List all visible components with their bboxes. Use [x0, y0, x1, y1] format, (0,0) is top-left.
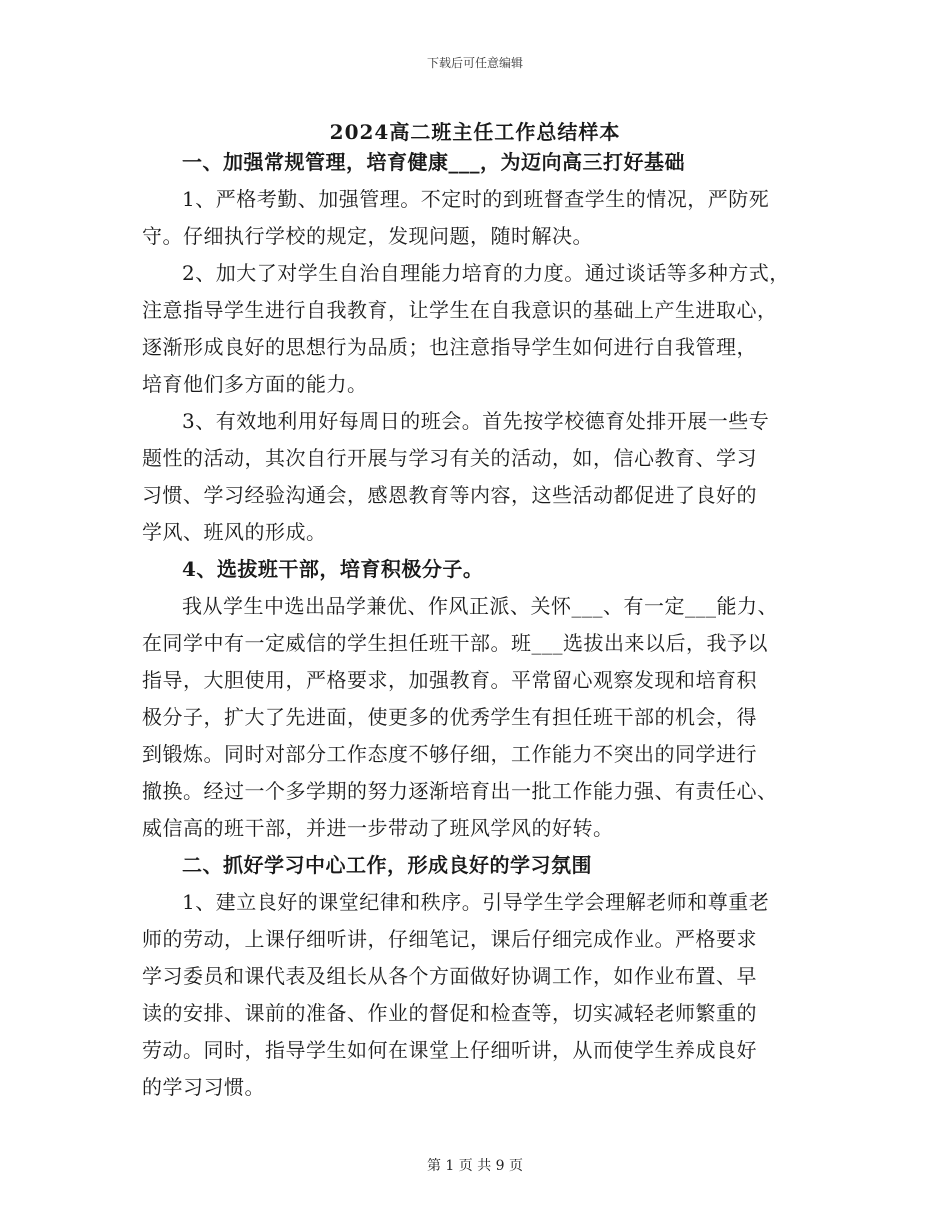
paragraph-line: 1、建立良好的课堂纪律和秩序。引导学生学会理解老师和尊重老	[182, 890, 770, 914]
paragraph-line: 在同学中有一定威信的学生担任班干部。班___选拔出来以后，我予以	[142, 631, 768, 655]
paragraph-line: 威信高的班干部，并进一步带动了班风学风的好转。	[142, 816, 614, 840]
document-body	[142, 144, 822, 1106]
paragraph-line: 的学习习惯。	[142, 1075, 265, 1099]
paragraph-line: 守。仔细执行学校的规定，发现问题，随时解决。	[142, 224, 593, 248]
subsection-heading: 4、选拔班干部，培育积极分子。	[182, 557, 484, 581]
paragraph-line: 题性的活动，其次自行开展与学习有关的活动，如，信心教育、学习	[142, 446, 757, 470]
paragraph-line: 习惯、学习经验沟通会，感恩教育等内容，这些活动都促进了良好的	[142, 483, 757, 507]
paragraph-line: 读的安排、课前的准备、作业的督促和检查等，切实减轻老师繁重的	[142, 1001, 757, 1025]
paragraph-line: 指导，大胆使用，严格要求，加强教育。平常留心观察发现和培育积	[142, 668, 757, 692]
paragraph-line: 撤换。经过一个多学期的努力逐渐培育出一批工作能力强、有责任心、	[142, 779, 778, 803]
paragraph-line: 学习委员和课代表及组长从各个方面做好协调工作，如作业布置、早	[142, 964, 757, 988]
paragraph-line: 3、有效地利用好每周日的班会。首先按学校德育处排开展一些专	[182, 409, 770, 433]
paragraph-line: 逐渐形成良好的思想行为品质；也注意指导学生如何进行自我管理，	[142, 335, 757, 359]
paragraph-line: 劳动。同时，指导学生如何在课堂上仔细听讲，从而使学生养成良好	[142, 1038, 757, 1062]
section-heading-2: 二、抓好学习中心工作，形成良好的学习氛围	[182, 853, 592, 877]
paragraph-line: 到锻炼。同时对部分工作态度不够仔细，工作能力不突出的同学进行	[142, 742, 757, 766]
paragraph-line: 注意指导学生进行自我教育，让学生在自我意识的基础上产生进取心，	[142, 298, 778, 322]
page-header: 下载后可任意编辑	[426, 56, 523, 70]
section-heading-1: 一、加强常规管理，培育健康___，为迈向高三打好基础	[182, 150, 685, 174]
paragraph-line: 我从学生中选出品学兼优、作风正派、关怀___、有一定___能力、	[182, 594, 778, 618]
page-number-footer: 第 1 页 共 9 页	[426, 1158, 524, 1174]
paragraph-line: 2、加大了对学生自治自理能力培育的力度。通过谈话等多种方式，	[182, 261, 790, 285]
paragraph-line: 极分子，扩大了先进面，使更多的优秀学生有担任班干部的机会，得	[142, 705, 757, 729]
document-title: 2024高二班主任工作总结样本	[329, 120, 621, 144]
paragraph-line: 1、严格考勤、加强管理。不定时的到班督查学生的情况，严防死	[182, 187, 770, 211]
paragraph-line: 培育他们多方面的能力。	[142, 372, 368, 396]
paragraph-line: 师的劳动，上课仔细听讲，仔细笔记，课后仔细完成作业。严格要求	[142, 927, 757, 951]
paragraph-line: 学风、班风的形成。	[142, 520, 327, 544]
